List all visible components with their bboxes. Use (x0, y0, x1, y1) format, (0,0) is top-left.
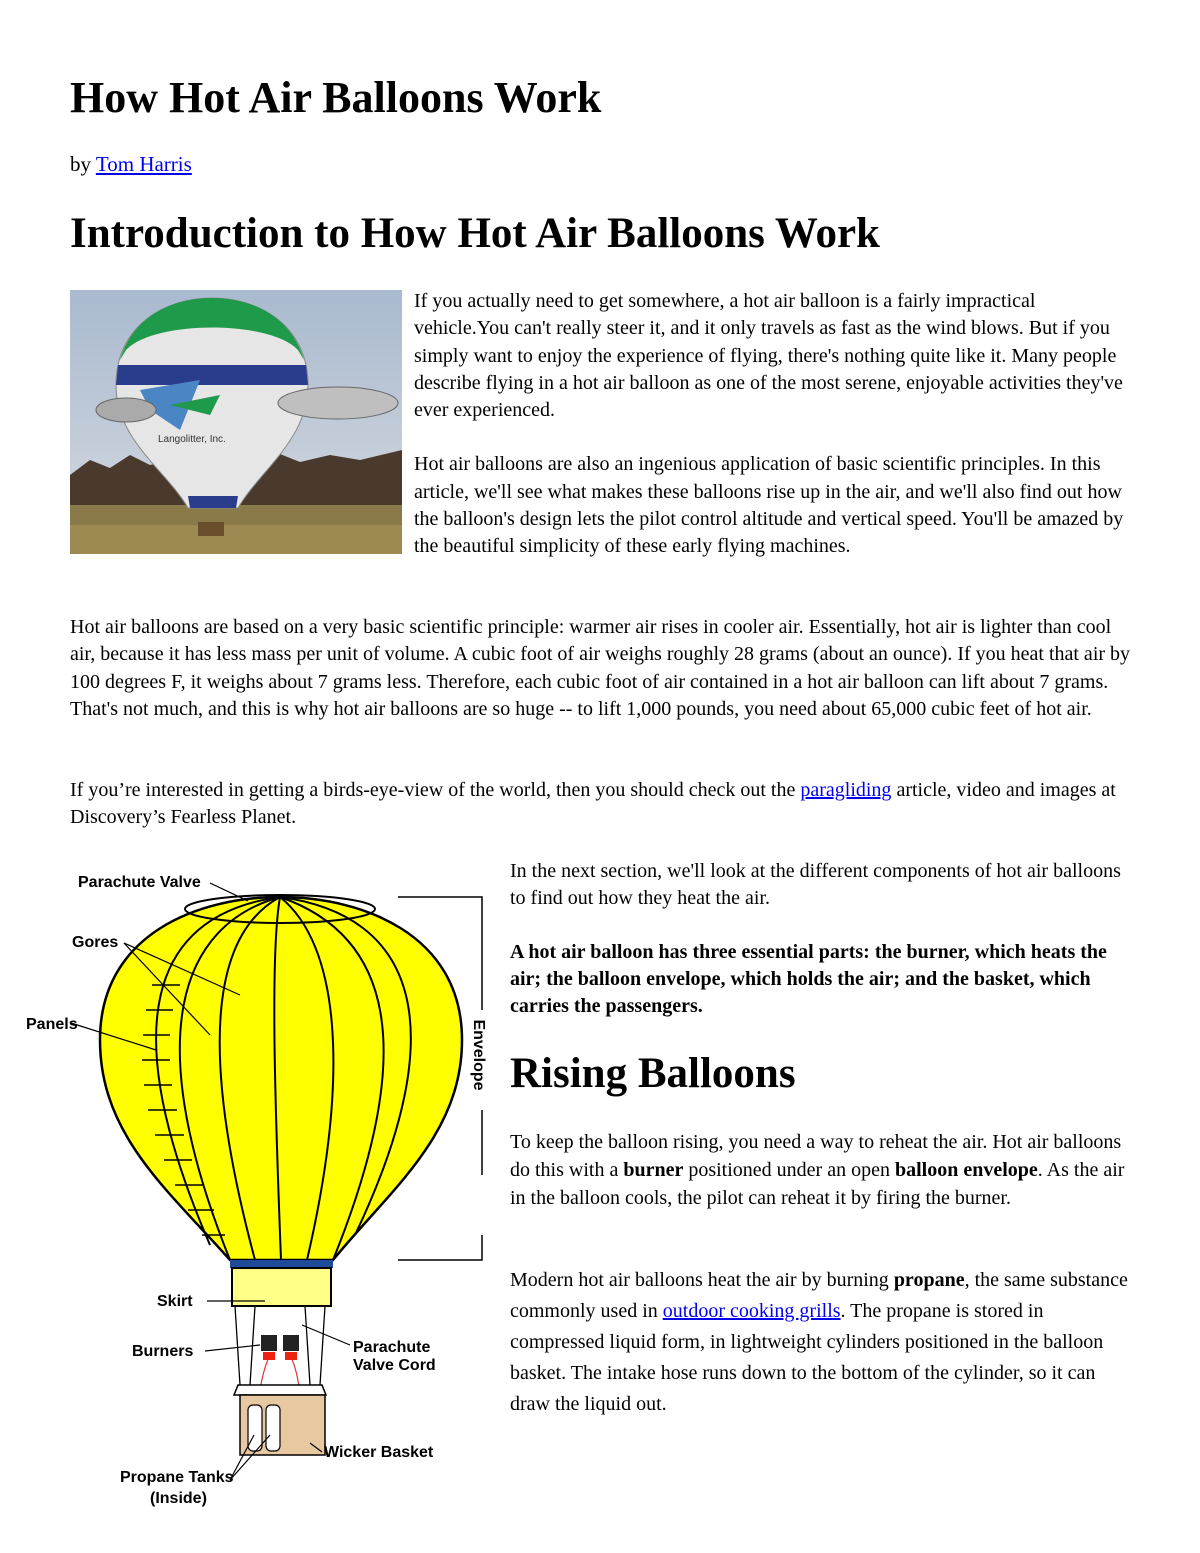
paragliding-link[interactable]: paragliding (800, 779, 892, 801)
p4-text-after: article, video and images at Discovery’s Fearless Planet. (70, 779, 1116, 829)
rising-paragraph-1 (510, 1128, 1130, 1212)
rising-p1-a: To keep the balloon rising, you need a way to reheat the air. Hot air balloons do this with a (510, 1131, 1122, 1181)
byline-prefix: by (70, 152, 96, 176)
label-cord-line2: Valve Cord (353, 1357, 436, 1374)
photo-balloon-text: Langolitter, Inc. (158, 434, 226, 445)
components-paragraph-2: A hot air balloon has three essential parts: the burner, which heats the air; the balloon envelope, which holds the air; and the basket, which carries the passengers. (510, 941, 1107, 1017)
intro-heading: Introduction to How Hot Air Balloons Work (70, 210, 880, 257)
intro-paragraph-3: Hot air balloons are based on a very basic scientific principle: warmer air rises in cooler air. Essentially, hot air is lighter than cool air, because it has less mass per unit of volume. A cubic foot of air weighs roughly 28 grams (about an ounce). If you heat that air by 100 degrees F, it weighs about 7 grams less. Therefore, each cubic foot of air contained in a hot air balloon can lift about 7 grams. That's not much, and this is why hot air balloons are so huge -- to lift 1,000 pounds, you need about 65,000 cubic feet of hot air. (70, 616, 1131, 720)
rising-p2-c: , the same substance commonly used in (510, 1269, 1128, 1322)
cables (235, 1306, 325, 1385)
p4-text-before: If you’re interested in getting a birds-eye-view of the world, then you should check out the (70, 779, 801, 801)
cooking-grills-link[interactable]: outdoor cooking grills (662, 1300, 841, 1322)
label-tanks-line1: Propane Tanks (120, 1469, 234, 1486)
propane-term: propane (893, 1269, 965, 1291)
basket-ring (234, 1385, 326, 1395)
rising-p1-c: positioned under an open (683, 1159, 895, 1181)
balloon-skirt (230, 1260, 333, 1268)
balloon-photo (70, 290, 402, 554)
intro-paragraph-1: If you actually need to get somewhere, a hot air balloon is a fairly impractical vehicle.You can't really steer it, and it only travels as fast as the wind blows. But if you simply want to enjoy the experience of flying, there's nothing quite like it. Many people describe flying in a hot air balloon as one of the most serene, enjoyable activities they've ever experienced. (414, 290, 1123, 422)
rising-p2-a: Modern hot air balloons heat the air by burning (510, 1269, 894, 1291)
intro-paragraph-2: Hot air balloons are also an ingenious application of basic scientific principles. In this article, we'll see what makes these balloons rise up in the air, and we'll also find out how the balloon's design lets the pilot control altitude and vertical speed. You'll be amazed by the beautiful simplicity of these early flying machines. (414, 453, 1124, 558)
rising-p1-e: . As the air in the balloon cools, the pilot can reheat it by firing the burner. (510, 1159, 1125, 1209)
components-paragraph-1: In the next section, we'll look at the different components of hot air balloons to find out how they heat the air. (510, 860, 1121, 909)
article-title: How Hot Air Balloons Work (70, 73, 602, 122)
rising-paragraph-2 (510, 1265, 1130, 1420)
label-burners: Burners (132, 1343, 194, 1360)
label-parachute-valve: Parachute Valve (78, 874, 201, 891)
burner-term: burner (623, 1159, 684, 1181)
label-gores: Gores (72, 934, 119, 951)
author-link[interactable]: Tom Harris (95, 152, 192, 176)
intro-paragraph-4 (70, 777, 1135, 832)
intro-section (70, 288, 1135, 588)
burner-left (261, 1335, 277, 1351)
balloon-envelope-term: balloon envelope (894, 1159, 1038, 1181)
label-panels: Panels (26, 1016, 78, 1033)
components-section (510, 858, 1130, 1047)
byline (70, 152, 192, 177)
label-envelope: Envelope (470, 1019, 487, 1091)
label-wicker-basket: Wicker Basket (324, 1444, 434, 1461)
rising-p2-d: . The propane is stored in compressed liquid form, in lightweight cylinders positioned in the balloon basket. The intake hose runs down to the bottom of the cylinder, so it can draw the liquid out. (510, 1300, 1104, 1415)
rising-heading: Rising Balloons (510, 1050, 796, 1097)
label-cord-line1: Parachute (353, 1339, 431, 1356)
label-tanks-line2: (Inside) (150, 1490, 207, 1507)
balloon-diagram (26, 855, 500, 1515)
label-skirt: Skirt (157, 1293, 193, 1310)
